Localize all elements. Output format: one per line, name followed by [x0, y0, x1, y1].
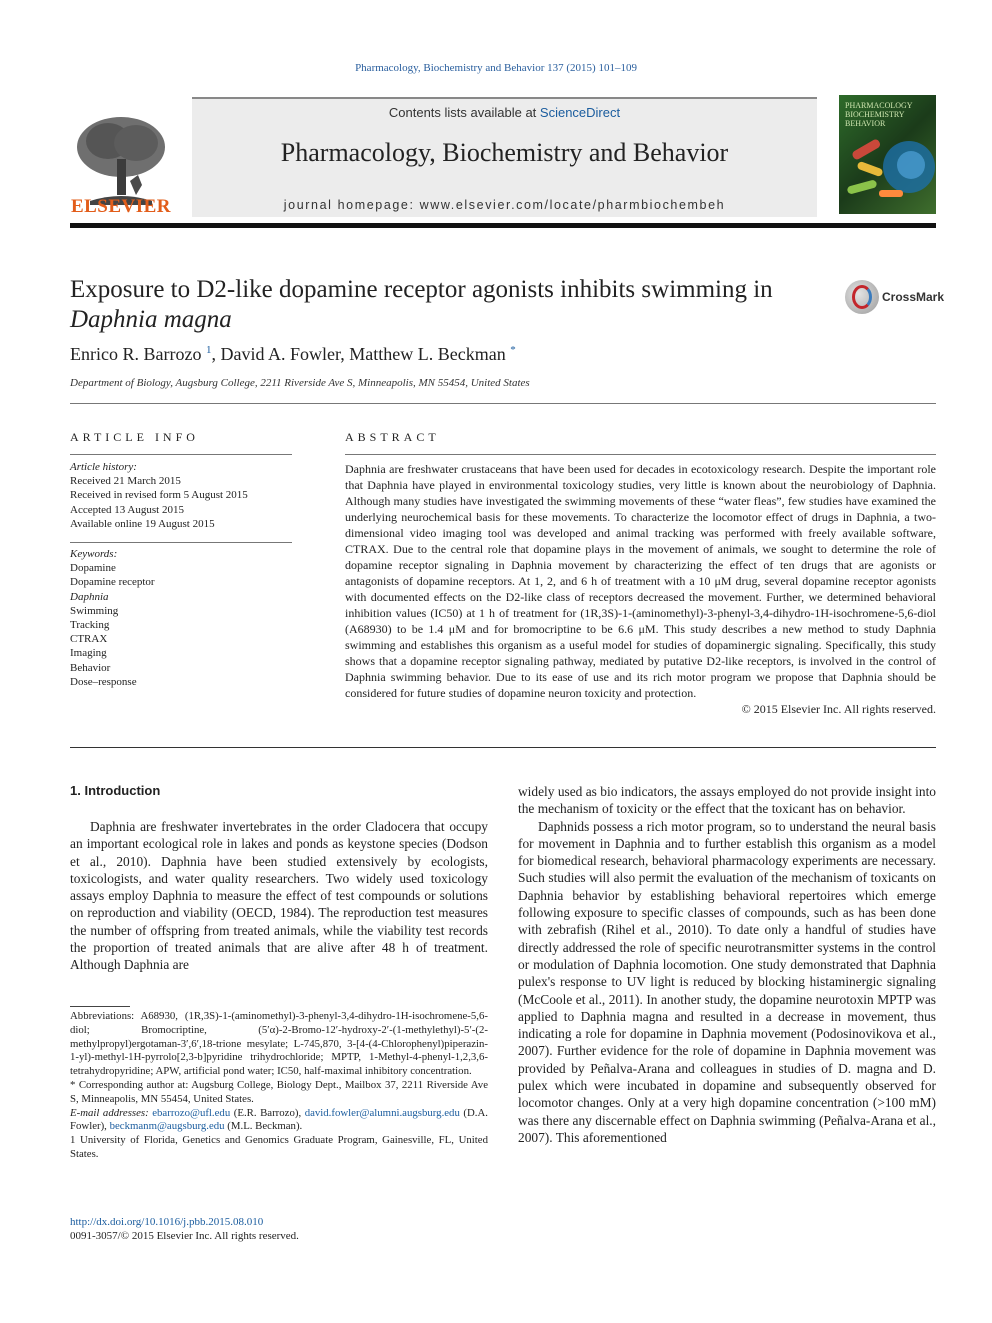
doi-block [70, 1215, 299, 1243]
journal-name: Pharmacology, Biochemistry and Behavior [280, 138, 729, 167]
history-revised: Received in revised form 5 August 2015 [70, 489, 248, 502]
journal-cover-image [839, 95, 936, 214]
title-line-1: Exposure to D2-like dopamine receptor agonists inhibits swimming in [70, 276, 773, 303]
author-barrozo[interactable]: Enrico R. Barrozo [70, 344, 202, 364]
intro-paragraph-2: Daphnids possess a rich motor program, so to understand the neural basis for movement in Daphnia and to further establish this organism as a model for biomedical research, behavioral pharmacology experiments are necessary. Such studies will also permit the evaluation of the mechanism of toxicants on Daphnia behavior by establishing behavioral repertoires which emerge following exposure to specific classes of compounds, such as has been done with zebrafish (Rihel et al., 2010). To date only a handful of studies have directly addressed the role of specific neurotransmitter systems in the control or modulation of Daphnia locomotion. One study demonstrated that Daphnia pulex's response to UV light is reduced by blocking histaminergic signaling (McCoole et al., 2011). In another study, the dopamine neurotoxin MPTP was applied to Daphnia magna and resulted in a decrease in movement, thus indicating a role for dopamine in Daphnia movement (Podosinovikova et al., 2007). Further evidence for the role of dopamine in Daphnia movement was provided by Peñalva-Arana and colleagues in studies of D. magna and D. pulex which were incubated in dopamine and subsequently observed for locomotor changes. Only at a very high dopamine concentration (>100 mM) was there any discernable effect on Daphnia swimming (Peñalva-Arana et al., 2007). This aforementioned [518, 818, 936, 1145]
section-heading-introduction: 1. Introduction [70, 783, 161, 798]
email-name-barrozo: (E.R. Barrozo), [230, 1106, 305, 1119]
divider-article-info [70, 454, 292, 455]
body-left-column [70, 818, 488, 974]
keyword: CTRAX [70, 633, 108, 646]
divider-title [70, 403, 936, 404]
contents-line [192, 105, 817, 120]
contents-prefix: Contents lists available at [388, 105, 540, 120]
cover-title: PHARMACOLOGY BIOCHEMISTRY BEHAVIOR [845, 101, 913, 128]
elsevier-wordmark: ELSEVIER [70, 196, 172, 217]
keyword: Daphnia [70, 590, 109, 603]
keyword: Dopamine [70, 562, 116, 575]
article-history [70, 460, 248, 531]
header-rule [70, 223, 936, 228]
article-info-heading: ARTICLE INFO [70, 430, 199, 444]
email-link-fowler[interactable]: david.fowler@alumni.augsburg.edu [304, 1106, 460, 1119]
journal-citation[interactable]: Pharmacology, Biochemistry and Behavior 137 (2015) 101–109 [355, 62, 637, 74]
title-line-2: Daphnia magna [70, 306, 232, 333]
intro-paragraph-1-cont: widely used as bio indicators, the assays employed do not provide insight into the mechanism of toxicity or the effect that the toxicant has on behavior. [518, 784, 936, 817]
keyword: Dose–response [70, 675, 137, 688]
keywords-label: Keywords: [70, 548, 118, 560]
abstract-body [345, 461, 936, 717]
footnotes [70, 1010, 488, 1162]
history-label: Article history: [70, 461, 137, 473]
crossmark-icon [845, 280, 879, 314]
sciencedirect-link[interactable]: ScienceDirect [539, 105, 621, 120]
keyword: Behavior [70, 661, 111, 674]
keywords-block [70, 547, 155, 689]
email-link-barrozo[interactable]: ebarrozo@ufl.edu [152, 1106, 231, 1119]
abstract-heading: ABSTRACT [345, 430, 440, 444]
email-link-beckman[interactable]: beckmanm@augsburg.edu [109, 1120, 225, 1133]
affiliation: Department of Biology, Augsburg College, 2211 Riverside Ave S, Minneapolis, MN 55454, United States [70, 377, 530, 389]
author-list [70, 344, 516, 365]
article-title [70, 275, 830, 335]
divider-abstract [345, 454, 936, 455]
keyword: Dopamine receptor [70, 576, 155, 589]
intro-paragraph-1: Daphnia are freshwater invertebrates in the order Cladocera that occupy an important ecological role in lakes and ponds as keystone species (Dodson et al., 2010). Daphnia have been studied extensively by ecologists, toxicologists, and water quality researchers. Two widely used toxicology assays employ Daphnia to measure the effect of test compounds or solutions on reproduction and viability (OECD, 1984). The reproduction test measures the number of offspring from treated animals, while the viability test records the proportion of treated animals that are alive after 48 h of treatment. Although Daphnia are [70, 819, 488, 973]
email-name-beckman: (M.L. Beckman). [224, 1120, 303, 1133]
author-footnote-1[interactable]: 1 [205, 344, 212, 356]
doi-link[interactable]: http://dx.doi.org/10.1016/j.pbb.2015.08.010 [70, 1216, 264, 1228]
journal-homepage[interactable]: journal homepage: www.elsevier.com/locate/pharmbiochembeh [283, 198, 726, 212]
issn-copyright: 0091-3057/© 2015 Elsevier Inc. All rights reserved. [70, 1230, 299, 1242]
keyword: Swimming [70, 604, 119, 617]
footnote-rule [70, 1006, 130, 1007]
corresponding-author-mark[interactable]: * [510, 344, 516, 356]
divider-keywords [70, 542, 292, 543]
crossmark-badge[interactable] [845, 280, 945, 316]
history-received: Received 21 March 2015 [70, 475, 181, 488]
footnote-emails [70, 1107, 488, 1135]
cover-art-graphic [839, 95, 936, 214]
body-right-column [518, 783, 936, 1146]
crossmark-label: CrossMark [882, 290, 945, 304]
footnote-corresponding: * Corresponding author at: Augsburg College, Biology Dept., Mailbox 37, 2211 Riverside Ave S, Minneapolis, MN 55454, United States. [70, 1078, 488, 1105]
email-label: E-mail addresses: [70, 1106, 153, 1119]
abstract-copyright: © 2015 Elsevier Inc. All rights reserved. [741, 702, 936, 716]
footnote-abbreviations: Abbreviations: A68930, (1R,3S)-1-(aminomethyl)-3-phenyl-3,4-dihydro-1H-isochromene-5,6-diol; Bromocriptine, (5′α)-2-Bromo-12′-hydroxy-2′-(1-methylethyl)-5′-(2-methylpropyl)ergotaman-3′,6′,18-trione mesylate; L-745,870, 3-[4-(4-Chlorophenyl)piperazin-1-yl)-methyl-1H-pyrrolo[2,3-b]pyridine trihydrochloride; MPTP, 1-Methyl-4-phenyl-1,2,3,6-tetrahydropyridine; APW, artificial pond water; IC50, half-maximal inhibitory concentration. [70, 1010, 488, 1078]
author-others[interactable]: , David A. Fowler, Matthew L. Beckman [211, 344, 506, 364]
history-accepted: Accepted 13 August 2015 [70, 503, 184, 516]
keyword: Tracking [70, 619, 110, 632]
keyword: Imaging [70, 647, 107, 660]
footnote-1: 1 University of Florida, Genetics and Genomics Graduate Program, Gainesville, FL, United States. [70, 1134, 488, 1160]
divider-body [70, 747, 936, 748]
abstract-text: Daphnia are freshwater crustaceans that have been used for decades in ecotoxicology research. Despite the important role that Daphnia have played in environmental toxicology studies, very little is known about the neurobiology of Daphnia. Although many studies have investigated the swimming movements of these “water fleas”, few studies have examined the underlying neurochemical basis for these movements. To characterize the locomotor effect of drugs in Daphnia, a two-dimensional video imaging tool was developed and animal tracking was performed with freely available software, CTRAX. Due to the central role that dopamine plays in the movement of animals, we sought to determine the role of dopamine receptor signaling in Daphnia movement by characterizing the effect of ten drugs that are agonists or antagonists of dopamine receptors. At 1, 2, and 6 h of treatment with a 10 μM drug, several dopamine receptor agonists with documented effects on the D2-like class of receptors decreased the movement. Further, we determined behavioral inhibition values (IC50) at 1 h of treatment for (1R,3S)-1-(aminomethyl)-3-phenyl-3,4-dihydro-1H-isochromene-5,6-diol (A68930) to be 1.4 μM and for bromocriptine to be 6.6 μM. This study describes a new method to study Daphnia swimming and establishes this organism as a useful model for studies of dopaminergic signaling. Specifically, this study shows that a dopamine receptor signaling pathway, mediated by putative D2-like receptors, is involved in the control of Daphnia swimming behavior. Due to its ease of use and its rich motor program we propose that Daphnia should be considered for future studies of dopamine neuron toxicity and protection. [345, 462, 936, 700]
history-online: Available online 19 August 2015 [70, 517, 215, 530]
email-name-fowler: (D.A. Fowler), [70, 1106, 488, 1133]
